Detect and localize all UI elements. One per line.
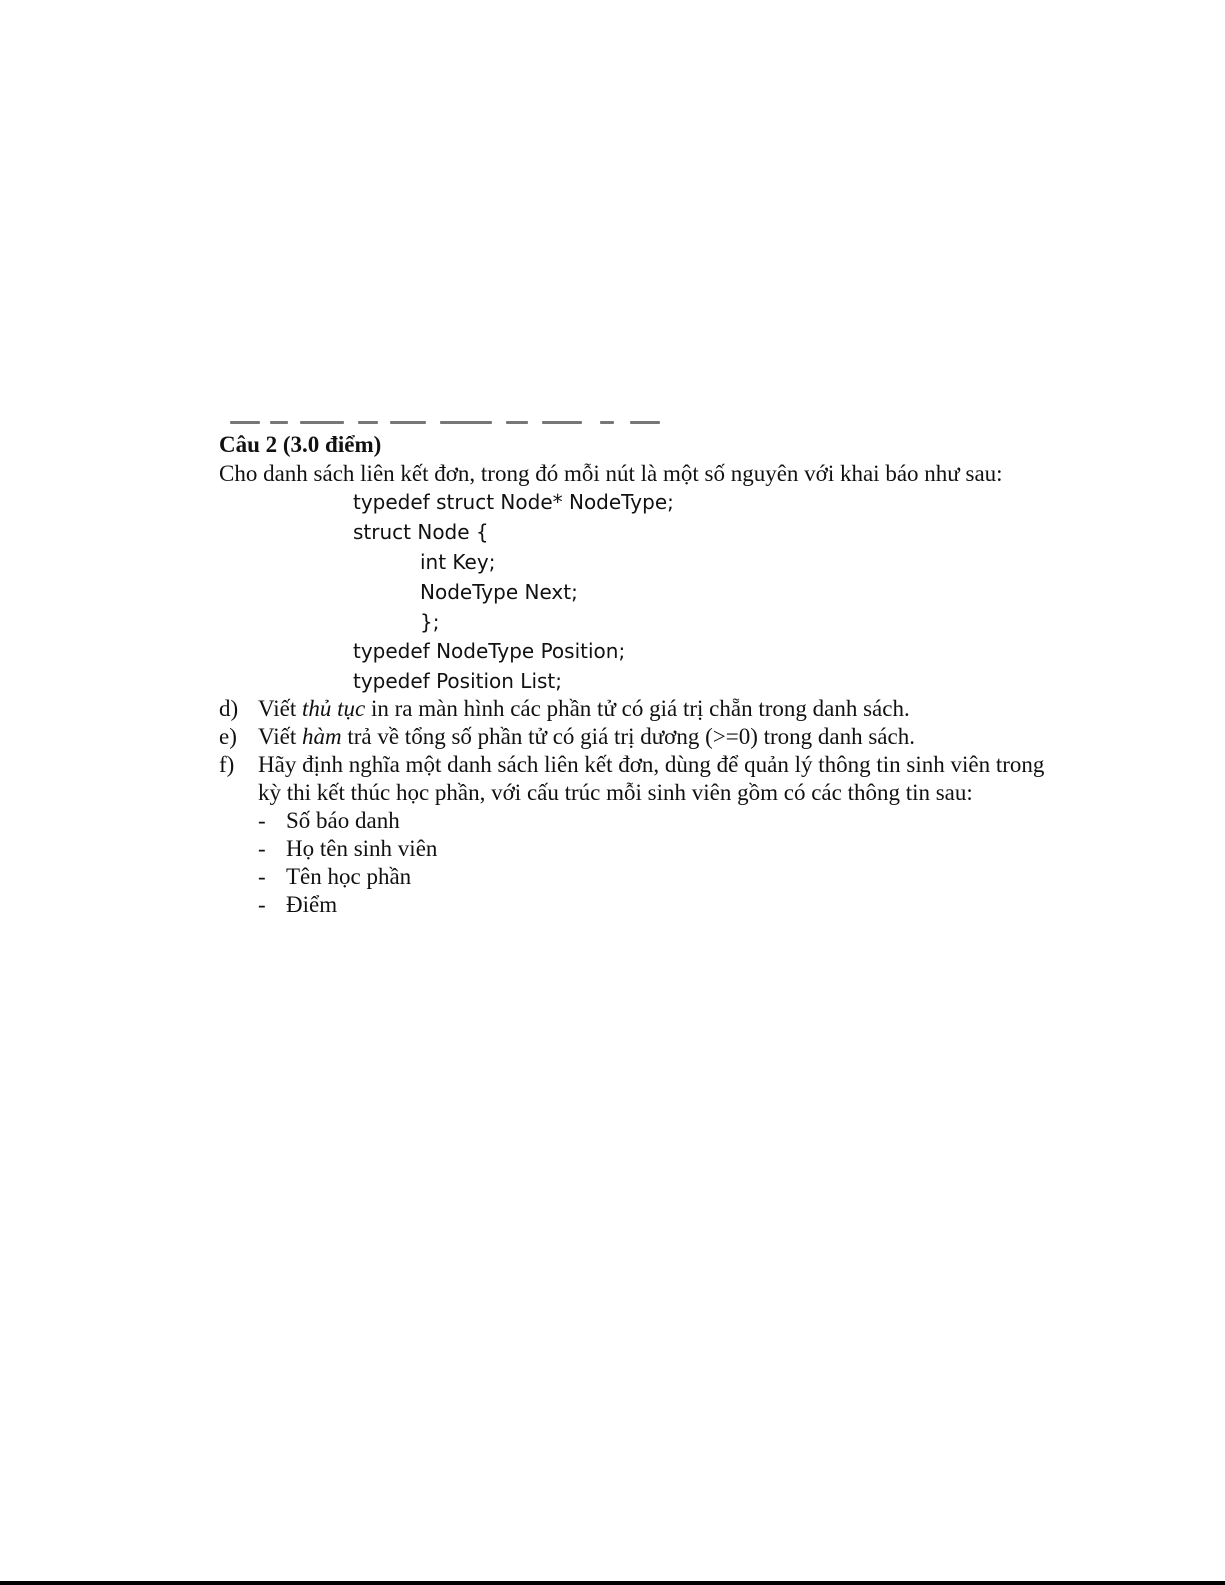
code-line: struct Node { [353,520,489,544]
list-item: - Số báo danh [258,808,400,833]
code-line: NodeType Next; [420,580,578,604]
item-f [219,751,1119,807]
page-bottom-border [0,1581,1225,1585]
question-items [219,695,1119,919]
list-item: - Họ tên sinh viên [258,836,438,861]
list-item: - Tên học phần [258,864,412,889]
code-line: }; [420,610,440,634]
item-marker: f) [219,752,235,777]
question-intro: Cho danh sách liên kết đơn, trong đó mỗi nút là một số nguyên với khai báo như sau: [219,461,1003,486]
item-text: Viết thủ tục in ra màn hình các phần tử có giá trị chẵn trong danh sách. [258,696,910,721]
item-marker: e) [219,724,237,749]
item-e [219,723,1119,751]
code-line: typedef struct Node* NodeType; [353,490,674,514]
item-d [219,695,1119,723]
item-text: Hãy định nghĩa một danh sách liên kết đơn, dùng để quản lý thông tin sinh viên trong [258,752,1045,777]
student-fields-list [258,807,1119,919]
item-marker: d) [219,696,239,721]
code-line: typedef Position List; [353,669,563,693]
cropped-text-artifact [230,419,670,429]
item-text: kỳ thi kết thúc học phần, với cấu trúc mỗi sinh viên gồm có các thông tin sau: [258,780,973,805]
code-line: typedef NodeType Position; [353,639,626,663]
question-title: Câu 2 (3.0 điểm) [219,432,382,457]
list-item: - Điểm [258,892,338,917]
code-line: int Key; [420,550,496,574]
item-text: Viết hàm trả về tổng số phần tử có giá trị dương (>=0) trong danh sách. [258,724,915,749]
